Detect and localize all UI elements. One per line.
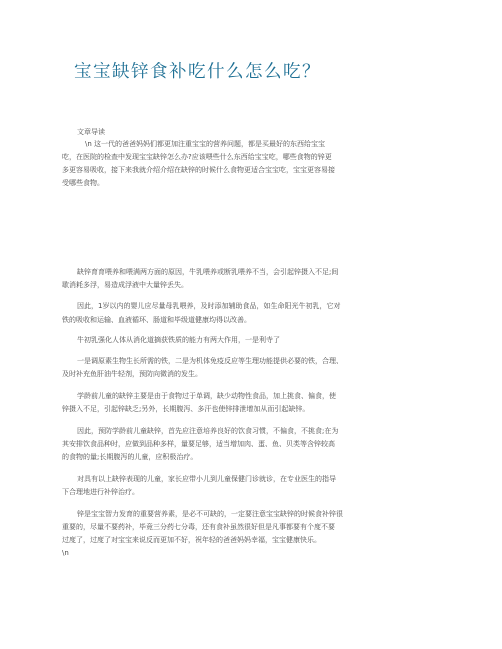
article-line: 其安排饮食品种时，应做到品种多样，量要足够，适当增加肉、蛋、鱼、贝类等含锌较高 xyxy=(62,440,335,448)
article-line: 重要的，尽量不要药补，毕竟三分药七分毒，还有食补虽然很好但是凡事都要有个度不要 xyxy=(62,523,335,531)
article-line: 下合理地进行补锌治疗。 xyxy=(62,488,139,496)
article-line: \n 这一代的爸爸妈妈们都更加注重宝宝的营养问题，都是买最好的东西给宝宝 xyxy=(85,140,326,148)
article-line: 吃，在医院的检查中发现宝宝缺锌怎么办?应该喂些什么东西给宝宝吃，哪些食物的锌更 xyxy=(62,153,332,161)
document-title: 宝宝缺锌食补吃什么怎么吃？ xyxy=(74,62,321,82)
article-line: 缺锌育育喂养和喂满两方面的原因，牛乳喂养或断乳喂养不当，会引起锌摄入不足;间 xyxy=(77,268,339,276)
article-line: 过度了，过度了对宝宝来说反而更加不好，祝年轻的爸爸妈妈幸福，宝宝健康快乐。 xyxy=(62,536,321,544)
article-line: 铁的吸收和运输、血液循环、肠道和毕级道健康均得以改善。 xyxy=(62,316,251,324)
article-line: 牛初乳强化人体从消化道摘获铁质的能力有两大作用，一是利寺了 xyxy=(77,336,280,344)
article-line: 学龄前儿童的缺锌主要是由于食物过于单调，缺少动物性食品，加上挑食、偏食，使 xyxy=(77,392,336,400)
article-line: 受哪些食物。 xyxy=(62,179,104,187)
article-line: 歇消耗多浮，易造成浮液中大量锌丢失。 xyxy=(62,281,188,289)
article-line: \n xyxy=(62,549,69,557)
article-line: 锌是宝宝智力发育的重要营养素，是必不可缺的，一定要注意宝宝缺锌的时候食补锌很 xyxy=(77,510,343,518)
article-intro-heading: 文章导读 xyxy=(77,128,105,136)
article-line: 及时补充鱼肝油牛轻剂，预防向微消的发生。 xyxy=(62,370,202,378)
article-line: 因此，1岁以内的婴儿应尽量母乳喂养，及时添加辅助食品，如生命阳光牛初乳，它对 xyxy=(77,302,341,310)
article-line: 多更容易吸收，接下来我就介绍介绍在缺锌的时候什么食物更适合宝宝吃，宝宝更容易接 xyxy=(62,166,335,174)
article-line: 因此，预防学龄前儿童缺锌，首先应注意培养良好的饮食习惯，不偏食，不挑食;在为 xyxy=(77,427,339,435)
article-line: 的食物的量;长期腹泻的儿童，应积极治疗。 xyxy=(62,453,198,461)
article-line: 一是调原素生物生长所需的铁，二是为机体免疫反应等生理功能提供必要的铁，合理、 xyxy=(77,357,343,365)
article-line: 对具有以上缺锌表现的儿童，家长应带小儿到儿童保健门诊就诊，在专业医生的指导 xyxy=(77,475,336,483)
article-line: 锌摄入不足，引起锌缺乏;另外，长期腹泻、多汗也使锌排泄增加从而引起缺锌。 xyxy=(62,405,310,413)
